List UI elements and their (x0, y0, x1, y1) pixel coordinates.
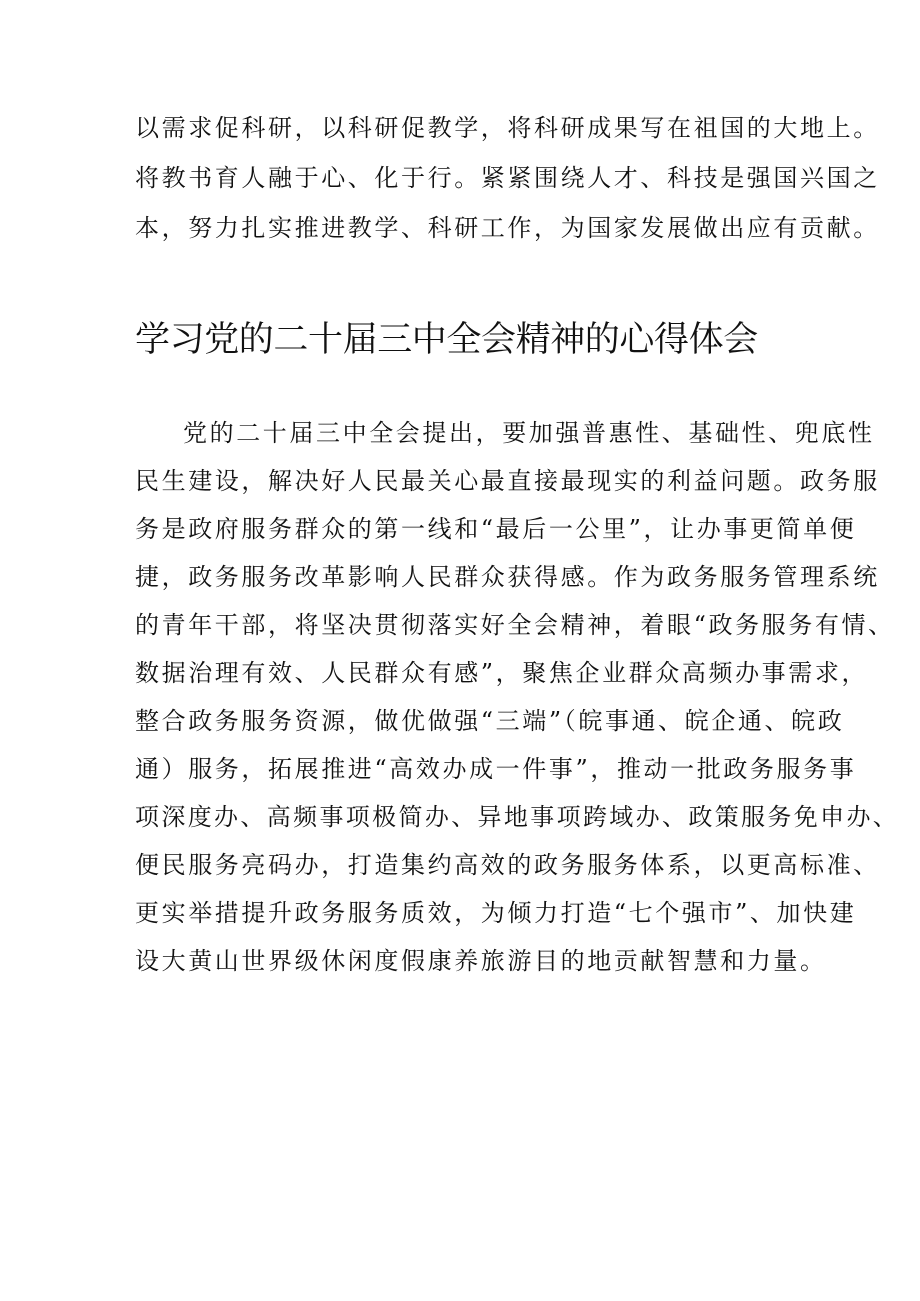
body-line: 通）服务，拓展推进“高效办成一件事”，推动一批政务服务事 (135, 755, 857, 783)
body-line: 项深度办、高频事项极简办、异地事项跨域办、政策服务免申办、 (135, 803, 900, 831)
body-line: 便民服务亮码办，打造集约高效的政务服务体系，以更高标准、 (135, 851, 880, 879)
body-line: 务是政府服务群众的第一线和“最后一公里”，让办事更简单便 (135, 515, 857, 543)
intro-line: 将教书育人融于心、化于行。紧紧围绕人才、科技是强国兴国之 (135, 164, 880, 192)
body-line: 整合政务服务资源，做优做强“三端”（皖事通、皖企通、皖政 (135, 707, 845, 735)
body-line: 党的二十届三中全会提出，要加强普惠性、基础性、兜底性 (183, 419, 875, 447)
intro-line: 本，努力扎实推进教学、科研工作，为国家发展做出应有贡献。 (135, 214, 880, 242)
body-line: 设大黄山世界级休闲度假康养旅游目的地贡献智慧和力量。 (135, 947, 827, 975)
body-line: 的青年干部，将坚决贯彻落实好全会精神，着眼“政务服务有情、 (135, 611, 895, 639)
body-line: 更实举措提升政务服务质效，为倾力打造“七个强市”、加快建 (135, 899, 857, 927)
intro-line: 以需求促科研，以科研促教学，将科研成果写在祖国的大地上。 (135, 114, 880, 142)
article-title: 学习党的二十届三中全会精神的心得体会 (135, 320, 758, 360)
body-line: 捷，政务服务改革影响人民群众获得感。作为政务服务管理系统 (135, 563, 880, 591)
body-line: 数据治理有效、人民群众有感”，聚焦企业群众高频办事需求， (135, 659, 869, 687)
body-line: 民生建设，解决好人民最关心最直接最现实的利益问题。政务服 (135, 467, 880, 495)
